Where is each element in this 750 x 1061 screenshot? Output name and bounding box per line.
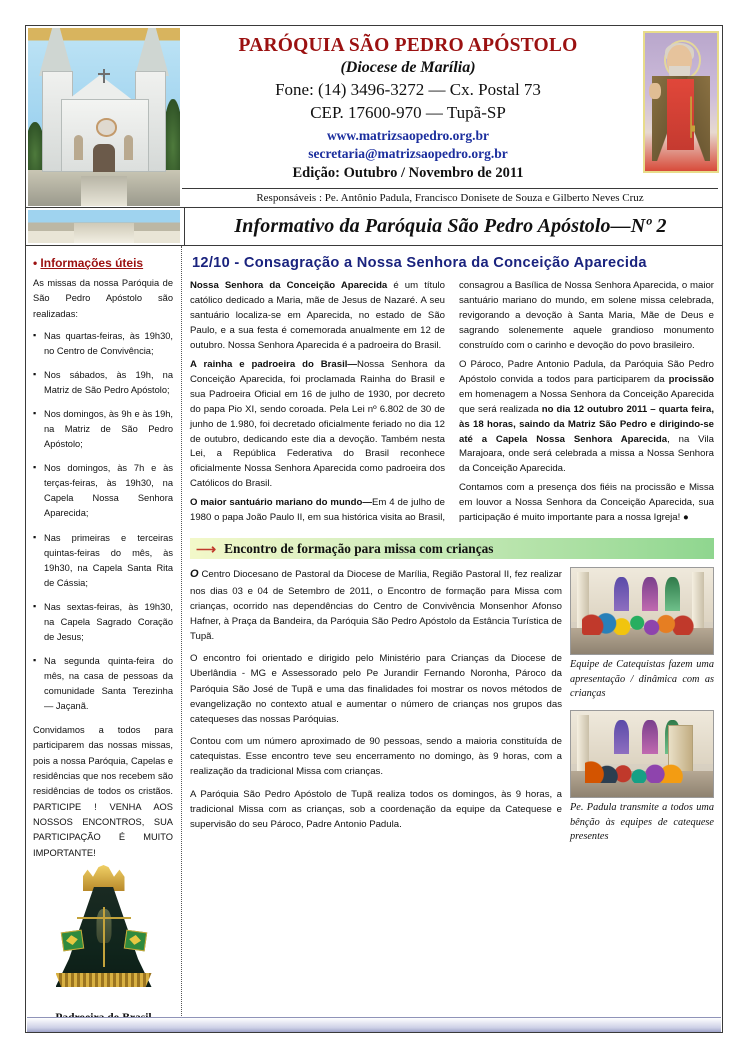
article1-body [190,279,714,528]
email-link[interactable]: secretaria@matrizsaopedro.org.br [308,146,508,161]
brazil-emblem-right [123,930,146,952]
list-item: ▪ Na segunda quinta-feira do mês, na casa de pessoas da comunidade Santa Terezinha — Jaçanã. [33,654,173,714]
gold-fringe [56,973,152,987]
stained-glass-1 [614,720,630,754]
article2-title: Encontro de formação para missa com crianças [224,540,494,556]
article1-p4-b: procissão [668,373,714,385]
arrow-right-icon: ⟶ [196,540,217,557]
main-column [182,246,722,1032]
cross-icon [103,69,105,83]
content-area [26,246,722,1032]
spire-left [39,28,73,76]
article2-p1-dropcap: O [190,568,199,581]
article2-header [190,538,714,559]
brazil-emblem-left [60,930,83,952]
list-item: ▪ Nas quartas-feiras, às 19h30, no Centro de Convivência; [33,329,173,359]
mass-schedule-list [33,329,173,714]
photo2-caption: Pe. Padula transmite a todos uma bênção às equipes de catequese presentes [570,802,714,843]
sidebar-heading-label: Informações úteis [40,256,144,270]
list-item: ▪ Nas primeiras e terceiras quintas-feiras do mês, às 19h30, na Capela Santa Rita de Cássia; [33,531,173,591]
paragraph [190,358,445,493]
diocese-subtitle: (Diocese de Marília) [340,59,476,76]
footer-bar [27,1017,721,1032]
article2-section [190,566,714,843]
paragraph [459,358,714,478]
banner-title: Informativo da Paróquia São Pedro Apóstolo—Nº 2 [184,208,716,245]
banner [26,208,722,246]
postal-line: CEP. 17600-970 — Tupã-SP [310,103,506,122]
sidebar-heading [33,256,173,270]
list-item: ▪ Nos domingos, às 9h e às 19h, na Matriz de São Pedro Apóstolo; [33,407,173,452]
header-text-block [182,28,634,182]
catechists-presentation-photo [570,567,714,655]
edition-line: Edição: Outubro / Novembro de 2011 [292,165,524,181]
article1-p4-d: no dia 12 outubro 2011 – quarta feira, às 18 horas, saindo da Matriz São Pedro e dirigindo-se até a Capela Nossa Senhora Aparecida [459,403,714,445]
church-photo [28,28,180,206]
parish-title: PARÓQUIA SÃO PEDRO APÓSTOLO [238,35,578,56]
banner-photo-strip [28,210,180,243]
article1-p4-a: O Pároco, Padre Antonio Padula, da Paróquia São Pedro Apóstolo convida a todos para participarem da [459,358,714,385]
list-item: ▪ Nas sextas-feiras, às 19h30, na Capela Sagrado Coração de Jesus; [33,600,173,645]
article2-photo-column [570,567,714,853]
article1-p2-lead: A rainha e padroeira do Brasil— [190,358,358,370]
rose-window [96,118,117,136]
paragraph [190,279,445,354]
spire-right [135,28,169,76]
website-link[interactable]: www.matrizsaopedro.org.br [326,128,490,143]
church-door [93,144,114,172]
window-right [124,135,133,160]
article1-p1-lead: Nossa Senhora da Conceição Aparecida [190,280,388,291]
window-left [74,135,83,160]
photo1-caption: Equipe de Catequistas fazem uma apresentação / dinâmica com as crianças [570,659,714,700]
article1-p2-rest: Nossa Senhora da Conceição Aparecida, foi proclamada Rainha do Brasil e sua Padroeira Oficial em 16 de julho de 1930, por decreto do papa Pio XI, sendo coroada. Pela Lei nº 6.802 de 30 de junho de 1.980, foi decretado oficialmente feriado no dia 12 de outubro, dedicando este dia a devoção. Também nesta Lei, a República Federativa do Brasil reconhece oficialmente Nossa Senhora Aparecida como padroeira dos Católicos do Brasil. [190,358,445,490]
article1-p3-lead: O maior santuário mariano do mundo— [190,497,372,509]
article2-p1: Centro Diocesano de Pastoral da Diocese de Marília, Região Pastoral II, fez realizar nos dias 03 e 04 de Setembro de 2011, o Encontro de formação para Missa com crianças, ocorrido nas dependências do Centro de Convivência Monsenhor Afonso Hafner, à Praça da Bandeira, da Paróquia São Pedro Apóstolo da Estância Turística de Tupã. [190,569,562,643]
sidebar-intro: As missas da nossa Paróquia de São Pedro Apóstolo são realizadas: [33,278,173,319]
statue-block [26,865,181,1024]
seated-congregation [585,761,684,783]
our-lady-of-aparecida-statue [50,865,158,1007]
list-item: ▪ Nos sábados, às 19h, na Matriz de São Pedro Apóstolo; [33,368,173,398]
article1-p1-rest: é um título católico dedicado a Maria, mãe de Jesus de Nazaré. A seu santuário localiza-se em Aparecida, no estado de São Paulo, e a sua festa é comemorada anualmente em 12 de outubro. Nossa Senhora Aparecida é a padroeira do Brasil. [190,280,445,351]
masthead [26,26,722,208]
sidebar [26,246,182,1032]
paragraph: Contamos com a presença dos fiéis na procissão e Missa em louvor a Nossa Senhora da Conceição Aparecida, sua participação é muito importante para a nossa Igreja! ● [459,482,714,524]
bullet-icon: • [33,256,38,270]
article1-title: 12/10 - Consagração a Nossa Senhora da Conceição Aparecida [192,255,647,271]
blessing-photo [570,710,714,798]
gold-vertical-trim [103,907,105,967]
gold-horizontal-trim [77,917,131,919]
article1-p4-c: em homenagem a Nossa Senhora da Conceição Aparecida que será realizada [459,388,714,415]
tunic [667,79,694,151]
article2-p2: O encontro foi orientado e dirigido pelo Ministério para Crianças da Diocese de Uberlândia - MG e Assessorado pelo Pe Jurandir Fernando Noronha, Pároco da Paróquia São José de Tupã e uma das finalidades foi mostrar os novos métodos de evangelização no contexto atual e aumentar o número de crianças nos grupos das catequeses das nossas Paróquias. [190,653,562,725]
list-item: ▪ Nos domingos, às 7h e às terças-feiras, às 19h30, na Capela Nossa Senhora Aparecida; [33,461,173,521]
saint-peter-image [643,31,719,173]
article2-p3: Contou com um número aproximado de 90 pessoas, sendo a maioria constituída de catequistas. Esse encontro teve seu encerramento no domingo, às 9 horas, com a realização da tradicional Missa com crianças. [190,736,562,778]
article1-p3-rest: Em 4 de julho de 1980 o papa João Paulo II, em sua histórica visita ao Brasil, consagrou a Basílica de Nossa Senhora Aparecida, o maior santuário mariano do mundo, em solene missa celebrada, revigorando a devoção à Santa Maria, Mãe de Deus e sagrando solenemente aquele grandioso monumento construído com o carinho e devoção do povo brasileiro. [190,280,714,524]
blessing-hand [649,83,661,100]
article1-p4-e: , na Vila Marajoara, onde será celebrada a missa a Nossa Senhora da Conceição Aparecida. [459,433,715,475]
people-group [582,606,701,635]
newsletter-page [25,25,723,1033]
responsaveis-line: Responsáveis : Pe. Antônio Padula, Francisco Donisete de Souza e Gilberto Neves Cruz [182,188,718,204]
article2-p4: A Paróquia São Pedro Apóstolo de Tupã realiza todos os domingos, às 9 horas, a tradicional Missa com as crianças, sob a coordenação da equipe da Catequese e supervisão do seu Pároco, Padre Antonio Padula. [190,788,562,830]
sidebar-outro: Convidamos a todos para participarem das nossas missas, pois a nossa Paróquia, Capelas e residências que nos recebem são residências de todos os cristãos. PARTICIPE ! VENHA AOS NOSSOS ENCONTROS, SUA PARTICIPAÇÃO É MUITO IMPORTANTE! [33,725,173,858]
stained-glass-2 [642,720,658,754]
phone-line: Fone: (14) 3496-3272 — Cx. Postal 73 [275,80,541,99]
road [81,176,127,206]
